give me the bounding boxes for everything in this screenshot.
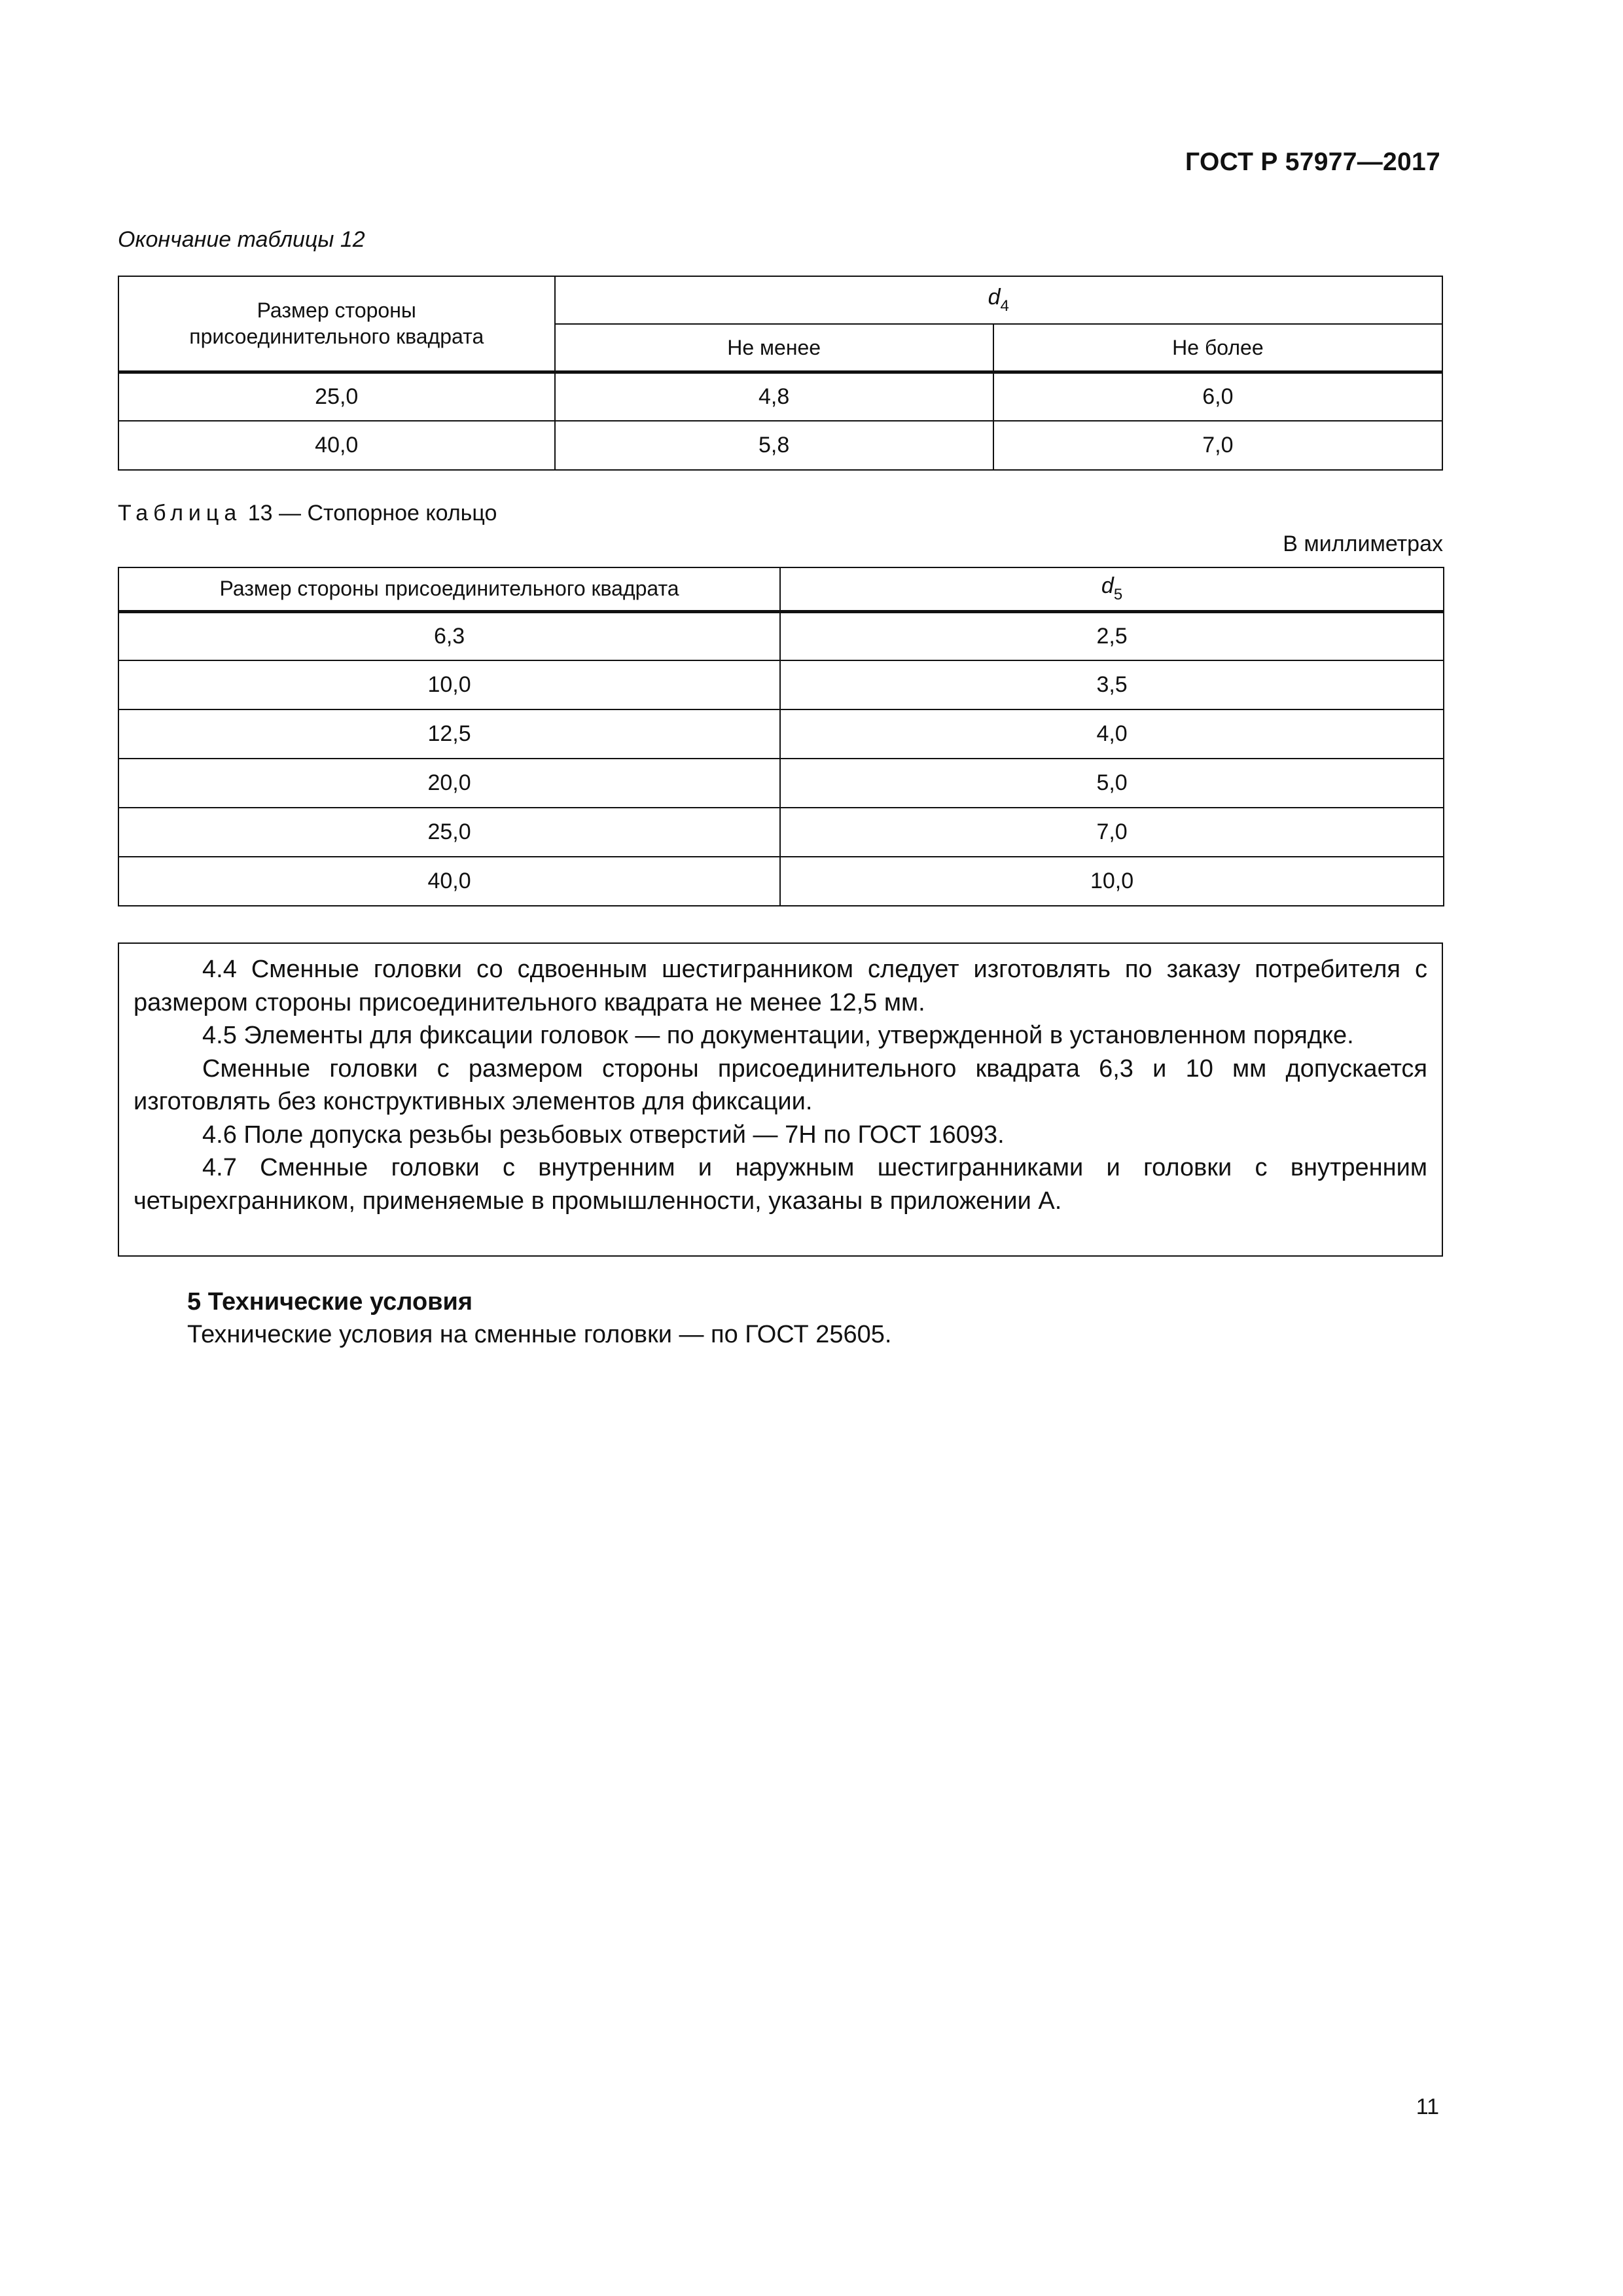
section-5-text: Технические условия на сменные головки — по ГОСТ 25605.	[187, 1321, 892, 1348]
table13-cell-side: 20,0	[118, 759, 780, 808]
table-row	[118, 611, 1444, 660]
paragraph-4-4: 4.4 Сменные головки со сдвоенным шестигранником следует изготовлять по заказу потребителя с размером стороны присоединительного квадрата не менее 12,5 мм.	[134, 956, 1427, 1016]
table13-cell-side: 12,5	[118, 709, 780, 759]
table12	[118, 276, 1443, 471]
table-row	[118, 808, 1444, 857]
amendment-box	[118, 942, 1443, 1257]
table12-cell-min: 5,8	[555, 421, 993, 470]
paragraph-4-6: 4.6 Поле допуска резьбы резьбовых отверстий — 7Н по ГОСТ 16093.	[202, 1121, 1005, 1149]
table12-header-side-line2: присоединительного квадрата	[189, 325, 484, 349]
table13-cell-d5: 2,5	[780, 611, 1444, 660]
paragraph-4-5: 4.5 Элементы для фиксации головок — по документации, утвержденной в установленном порядке.	[202, 1022, 1354, 1049]
table12-cell-max: 6,0	[993, 372, 1442, 421]
table12-cell-max: 7,0	[993, 421, 1442, 470]
table13-cell-side: 6,3	[118, 611, 780, 660]
table13-title-prefix: Таблица	[118, 501, 242, 526]
table13-units: В миллиметрах	[1283, 531, 1443, 556]
table-row	[118, 372, 1442, 421]
standard-code: ГОСТ Р 57977—2017	[1185, 148, 1440, 176]
table13-cell-d5: 7,0	[780, 808, 1444, 857]
table13	[118, 567, 1444, 906]
table13-cell-side: 40,0	[118, 857, 780, 906]
table-row	[118, 421, 1442, 470]
table-row	[118, 857, 1444, 906]
table13-cell-d5: 3,5	[780, 660, 1444, 709]
table13-cell-d5: 4,0	[780, 709, 1444, 759]
table13-header-side: Размер стороны присоединительного квадрата	[118, 567, 780, 611]
table12-header-max: Не более	[993, 324, 1442, 372]
table12-header-side	[118, 276, 555, 372]
table12-cell-side: 25,0	[118, 372, 555, 421]
table13-title-rest: 13 — Стопорное кольцо	[247, 501, 497, 526]
table12-continuation-caption: Окончание таблицы 12	[118, 227, 365, 252]
table12-cell-min: 4,8	[555, 372, 993, 421]
paragraph-4-7: 4.7 Сменные головки с внутренним и наружным шестигранниками и головки с внутренним четырехгранником, применяемые в промышленности, указаны в приложении А.	[134, 1154, 1427, 1215]
table12-cell-side: 40,0	[118, 421, 555, 470]
page-number: 11	[1416, 2094, 1439, 2119]
table12-header-d4: $d_4$	[555, 276, 1442, 324]
table13-cell-side: 10,0	[118, 660, 780, 709]
table-row	[118, 660, 1444, 709]
table-row	[118, 709, 1444, 759]
table13-cell-d5: 10,0	[780, 857, 1444, 906]
section-5-title: 5 Технические условия	[187, 1288, 473, 1316]
table13-cell-d5: 5,0	[780, 759, 1444, 808]
table12-header-min: Не менее	[555, 324, 993, 372]
table12-header-side-line1: Размер стороны	[257, 298, 416, 323]
table13-title	[118, 501, 497, 526]
table-row	[118, 759, 1444, 808]
paragraph-4-5-note: Сменные головки с размером стороны присоединительного квадрата 6,3 и 10 мм допускается изготовлять без конструктивных элементов для фиксации.	[134, 1054, 1427, 1115]
table13-header-d5: $d_5$	[780, 567, 1444, 611]
table13-cell-side: 25,0	[118, 808, 780, 857]
